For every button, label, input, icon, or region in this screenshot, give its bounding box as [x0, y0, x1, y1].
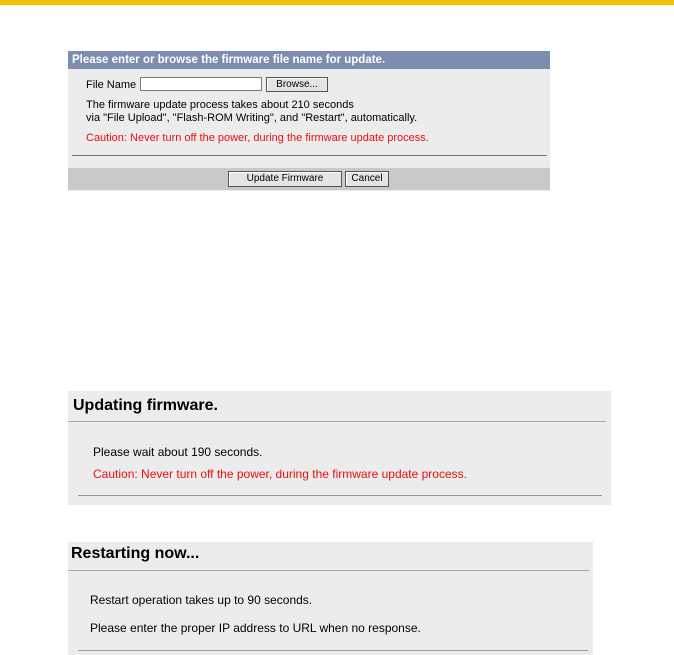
- bottom-divider: [78, 650, 588, 651]
- top-accent-bar: [0, 0, 674, 5]
- update-description-line2: via "File Upload", "Flash-ROM Writing", and "Restart", automatically.: [86, 112, 418, 124]
- caution-text: Caution: Never turn off the power, during the firmware update process.: [86, 132, 429, 144]
- panel-header: Please enter or browse the firmware file name for update.: [68, 51, 550, 69]
- restarting-panel: [68, 542, 593, 655]
- firmware-update-panel: [68, 51, 550, 191]
- restarting-title: Restarting now...: [71, 545, 200, 562]
- button-bar: [68, 168, 550, 190]
- file-name-input[interactable]: [140, 77, 262, 91]
- wait-text: Please wait about 190 seconds.: [93, 445, 263, 459]
- update-firmware-button[interactable]: Update Firmware: [228, 171, 342, 187]
- restart-duration-text: Restart operation takes up to 90 seconds.: [90, 593, 313, 607]
- file-name-label: File Name: [86, 79, 137, 91]
- bottom-divider: [78, 495, 602, 496]
- updating-firmware-panel: [68, 391, 611, 505]
- restart-ip-hint-text: Please enter the proper IP address to URL when no response.: [90, 621, 421, 635]
- title-divider: [68, 570, 589, 571]
- update-description-line1: The firmware update process takes about 210 seconds: [86, 99, 354, 111]
- title-divider: [68, 421, 606, 422]
- caution-text: Caution: Never turn off the power, during the firmware update process.: [93, 467, 467, 481]
- divider: [72, 155, 547, 156]
- cancel-button[interactable]: Cancel: [345, 171, 389, 187]
- updating-title: Updating firmware.: [73, 397, 218, 414]
- browse-button[interactable]: Browse...: [266, 77, 328, 92]
